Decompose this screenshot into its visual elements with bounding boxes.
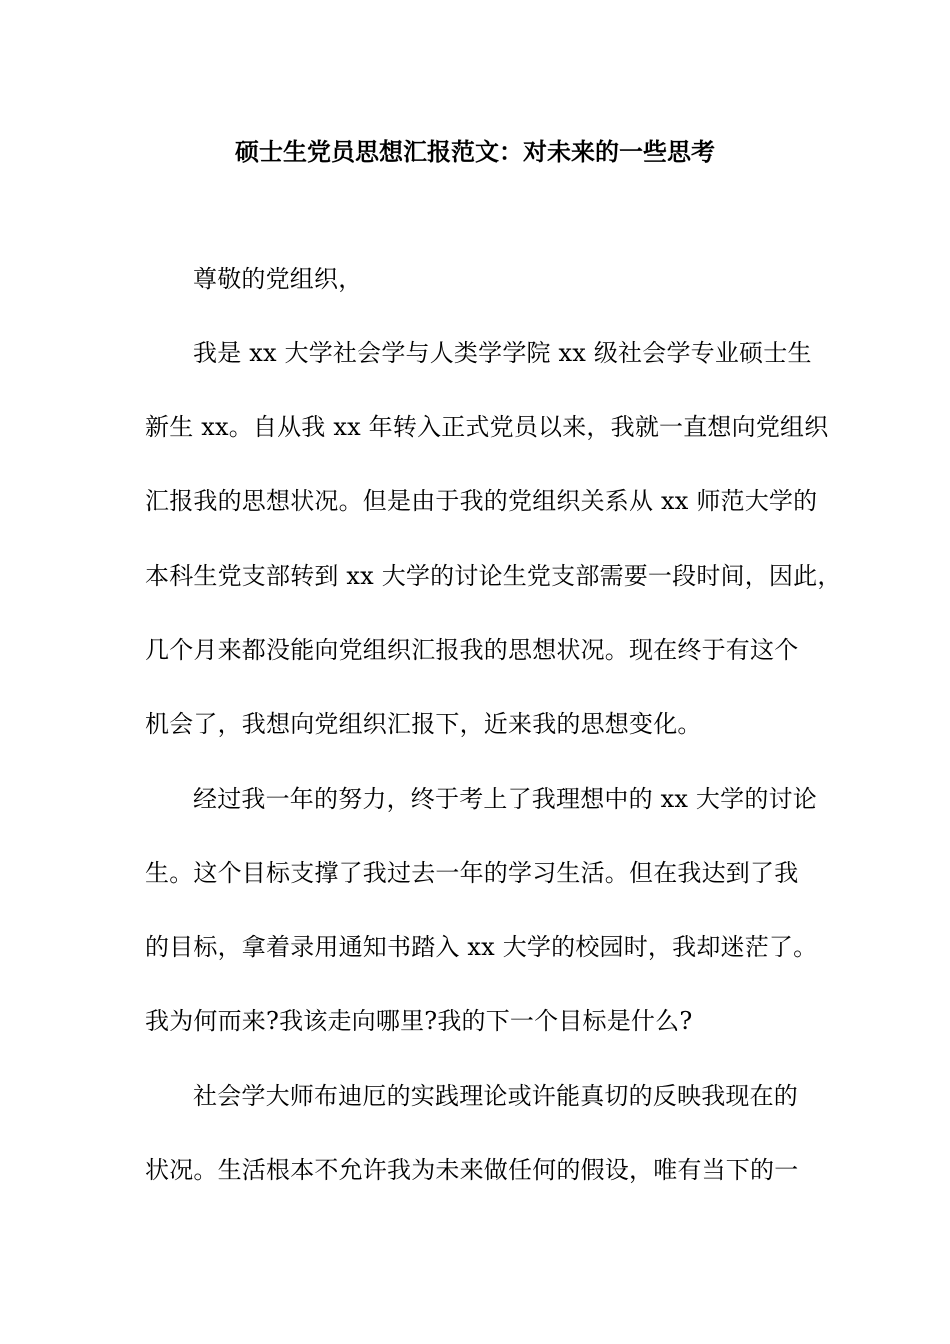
- paragraph-1-line-3: 汇报我的思想状况。但是由于我的党组织关系从 xx 师范大学的: [145, 487, 818, 515]
- paragraph-2-line-2: 生。这个目标支撑了我过去一年的学习生活。但在我达到了我: [145, 859, 799, 887]
- document-title: 硕士生党员思想汇报范文：对未来的一些思考: [235, 138, 715, 166]
- paragraph-2-line-4: 我为何而来?我该走向哪里?我的下一个目标是什么?: [145, 1007, 693, 1035]
- paragraph-1-line-4: 本科生党支部转到 xx 大学的讨论生党支部需要一段时间，因此，: [145, 562, 842, 590]
- paragraph-2-line-1: 经过我一年的努力，终于考上了我理想中的 xx 大学的讨论: [193, 785, 817, 813]
- paragraph-1-line-1: 我是 xx 大学社会学与人类学学院 xx 级社会学专业硕士生: [193, 339, 812, 367]
- paragraph-1-line-5: 几个月来都没能向党组织汇报我的思想状况。现在终于有这个: [145, 636, 799, 664]
- paragraph-1-line-6: 机会了，我想向党组织汇报下，近来我的思想变化。: [145, 710, 702, 738]
- paragraph-3-line-2: 状况。生活根本不允许我为未来做任何的假设，唯有当下的一: [145, 1156, 799, 1184]
- paragraph-3-line-1: 社会学大师布迪厄的实践理论或许能真切的反映我现在的: [193, 1082, 798, 1110]
- paragraph-1-line-2: 新生 xx。自从我 xx 年转入正式党员以来，我就一直想向党组织: [145, 413, 829, 441]
- salutation: 尊敬的党组织，: [193, 265, 363, 293]
- paragraph-2-line-3: 的目标，拿着录用通知书踏入 xx 大学的校园时，我却迷茫了。: [145, 933, 818, 961]
